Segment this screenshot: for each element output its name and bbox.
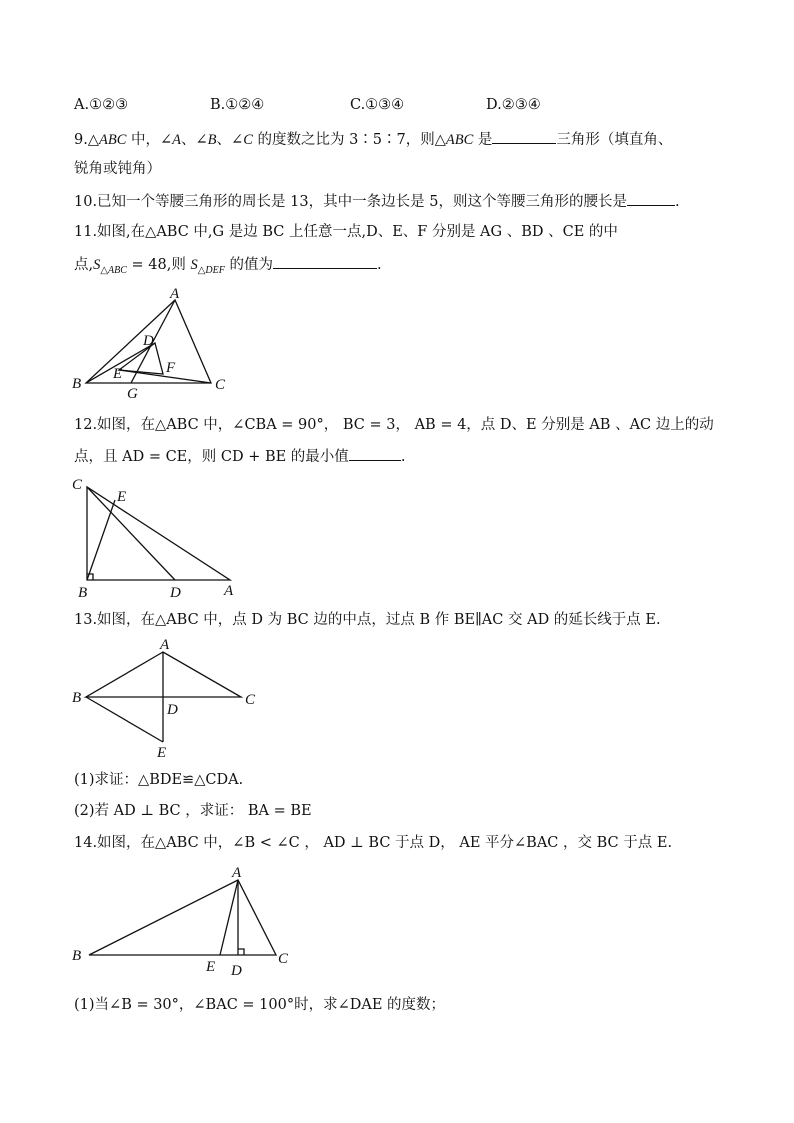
question-11-line-1: 11.如图,在△ABC 中,G 是边 BC 上任意一点,D、E、F 分别是 AG 、BD 、CE 的中 [74,224,618,240]
figure-14 [72,865,289,979]
option-a: A.①②③ [74,97,129,113]
label-b: B [72,376,82,392]
label-c: C [72,477,83,493]
question-9-line-2: 锐角或钝角） [74,161,161,177]
question-13-part-2: (2)若 AD ⊥ BC ，求证： BA = BE [74,803,312,819]
question-14: 14.如图，在△ABC 中，∠B < ∠C ， AD ⊥ BC 于点 D， AE 平分∠BAC ，交 BC 于点 E. [74,835,673,851]
figure-11 [72,286,226,402]
label-b: B [78,585,88,601]
question-13-part-1: (1)求证：△BDE≌△CDA. [74,772,244,788]
label-a: A [170,286,180,302]
label-e: E [206,959,216,975]
label-g: G [127,386,138,402]
question-9-line-1: 9.△ABC 中，∠A、∠B、∠C 的度数之比为 3∶5∶7，则△ABC 是 三角形（填直角、 [74,129,672,150]
segment-be [86,697,163,742]
question-14-part-1: (1)当∠B = 30°，∠BAC = 100°时，求∠DAE 的度数； [74,997,446,1013]
label-d: D [170,585,181,601]
option-b: B.①②④ [210,97,265,113]
label-c: C [215,377,226,393]
figure-13 [72,637,256,761]
figure-12 [72,477,234,601]
label-e: E [157,745,167,761]
label-a: A [160,637,170,653]
option-d: D.②③④ [486,97,541,113]
label-c: C [278,951,289,967]
label-f: F [166,360,176,376]
segment-ae [220,880,238,955]
label-a: A [224,583,234,599]
label-b: B [72,690,82,706]
label-d: D [167,702,178,718]
right-angle-mark [238,949,244,955]
question-13: 13.如图，在△ABC 中，点 D 为 BC 边的中点，过点 B 作 BE∥AC 交 AD 的延长线于点 E. [74,612,661,628]
triangle-def [119,343,163,374]
label-c: C [245,692,256,708]
segment-cd [87,487,175,580]
segment-ce [119,370,211,383]
triangle-abc [89,880,276,955]
label-d: D [143,333,154,349]
label-e: E [117,489,127,505]
question-12-line-2: 点，且 AD = CE，则 CD + BE 的最小值 . [74,446,405,467]
label-b: B [72,948,82,964]
question-12-line-1: 12.如图，在△ABC 中，∠CBA = 90°， BC = 3， AB = 4，点 D、E 分别是 AB 、AC 边上的动 [74,417,714,433]
option-c: C.①③④ [350,97,405,113]
triangle-abc [87,487,230,580]
label-e: E [113,366,123,382]
question-10: 10.已知一个等腰三角形的周长是 13，其中一条边长是 5，则这个等腰三角形的腰长是 . [74,191,680,212]
question-11-line-2: 点$,S_{\triangle ABC} = 48$,则 $S_{\triangle DEF}$ 的值为 . [74,254,382,281]
label-d: D [231,963,242,979]
label-a: A [232,865,242,881]
